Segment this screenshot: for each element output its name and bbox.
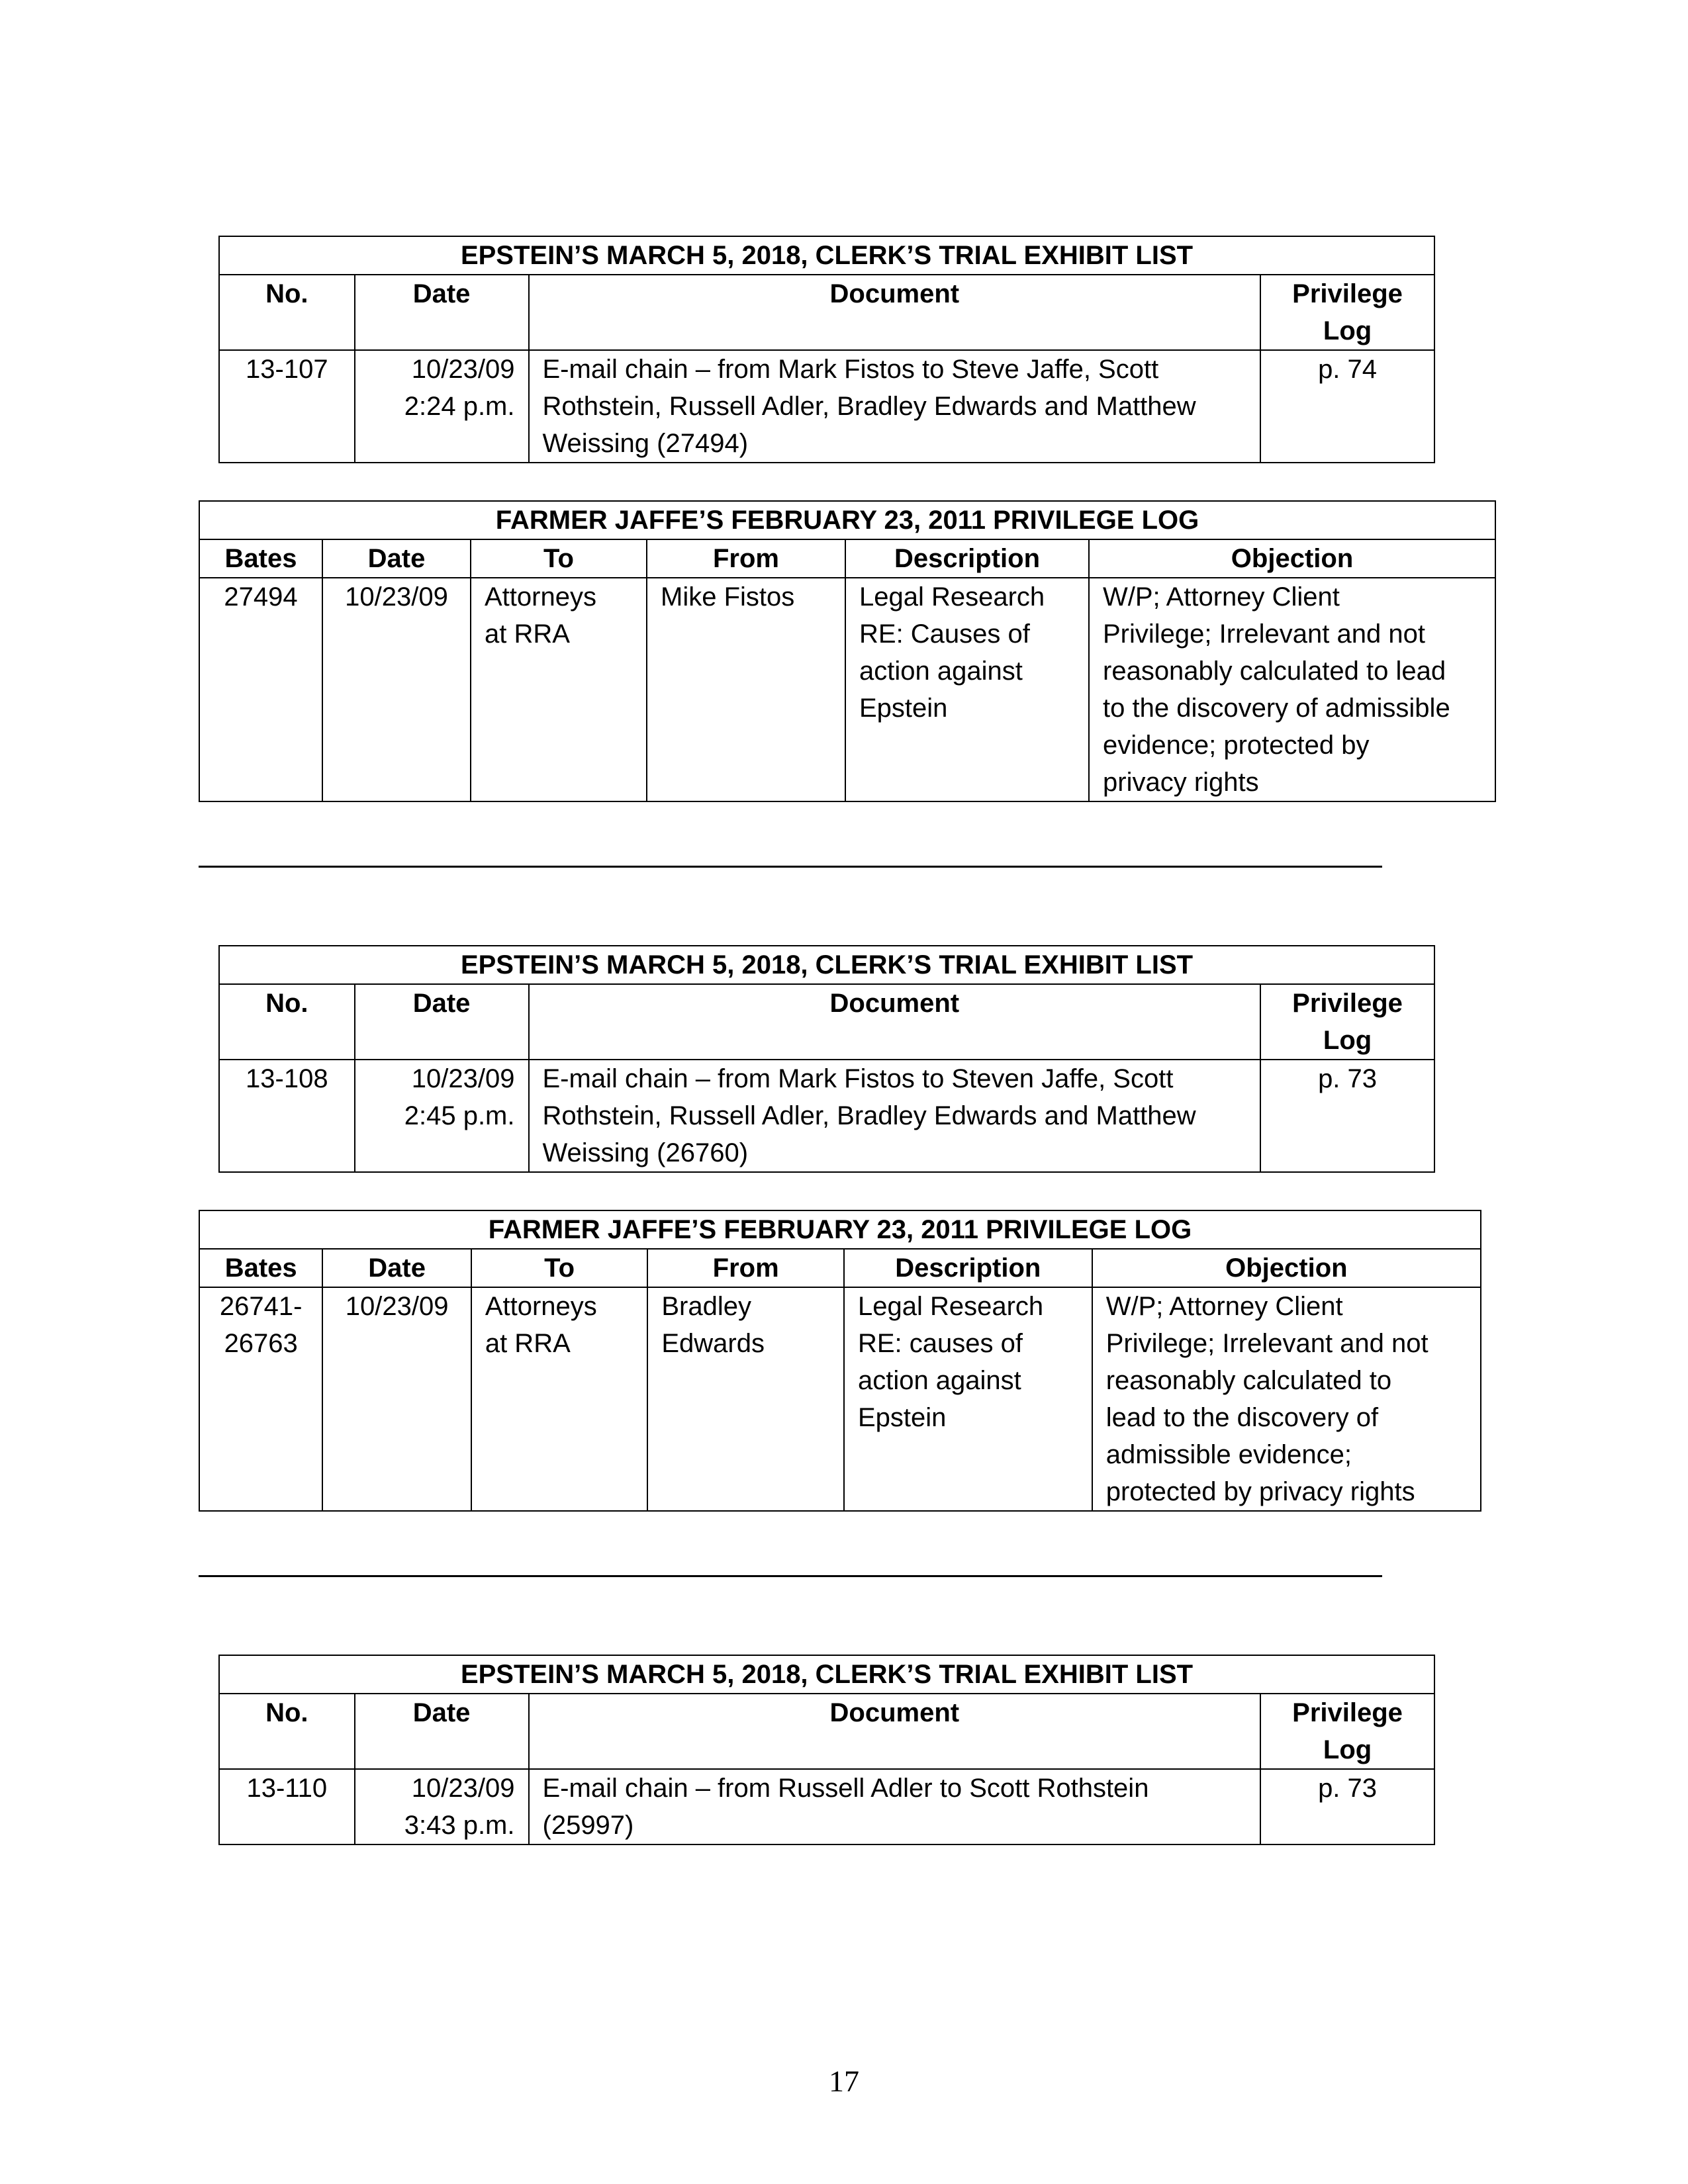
header-no: No. <box>219 1694 355 1769</box>
log-date: 10/23/09 <box>322 578 471 801</box>
header-description: Description <box>845 539 1089 578</box>
table-row <box>219 350 1434 463</box>
exhibit-document: E-mail chain – from Russell Adler to Scott Rothstein (25997) <box>529 1769 1261 1844</box>
section-divider <box>199 866 1382 868</box>
exhibit-table-1 <box>218 236 1435 463</box>
exhibit-date: 10/23/09 2:45 p.m. <box>355 1060 529 1172</box>
header-row <box>219 984 1434 1060</box>
to: Attorneys at RRA <box>471 1287 648 1511</box>
exhibit-title: EPSTEIN’S MARCH 5, 2018, CLERK’S TRIAL EXHIBIT LIST <box>219 236 1434 275</box>
header-bates: Bates <box>199 539 322 578</box>
exhibit-date: 10/23/09 2:24 p.m. <box>355 350 529 463</box>
header-date: Date <box>355 1694 529 1769</box>
exhibit-log: p. 74 <box>1260 350 1434 463</box>
header-objection: Objection <box>1089 539 1495 578</box>
header-document: Document <box>529 984 1261 1060</box>
header-to: To <box>471 539 647 578</box>
header-description: Description <box>844 1249 1092 1287</box>
header-no: No. <box>219 984 355 1060</box>
header-row <box>199 1249 1481 1287</box>
objection: W/P; Attorney Client Privilege; Irrelevant and not reasonably calculated to lead to the discovery of admissible evidence; protected by privacy rights <box>1092 1287 1481 1511</box>
header-row <box>219 275 1434 350</box>
privilege-table-1 <box>199 500 1496 802</box>
header-date: Date <box>355 984 529 1060</box>
header-row <box>219 1694 1434 1769</box>
exhibit-date: 10/23/09 3:43 p.m. <box>355 1769 529 1844</box>
from: Mike Fistos <box>647 578 845 801</box>
to: Attorneys at RRA <box>471 578 647 801</box>
description: Legal Research RE: causes of action against Epstein <box>844 1287 1092 1511</box>
header-date: Date <box>322 1249 471 1287</box>
header-date: Date <box>322 539 471 578</box>
exhibit-document: E-mail chain – from Mark Fistos to Steve Jaffe, Scott Rothstein, Russell Adler, Bradley Edwards and Matthew Weissing (27494) <box>529 350 1261 463</box>
exhibit-table-3 <box>218 1655 1435 1845</box>
privilege-title: FARMER JAFFE’S FEBRUARY 23, 2011 PRIVILEGE LOG <box>199 501 1495 539</box>
exhibit-log: p. 73 <box>1260 1769 1434 1844</box>
privilege-table-2 <box>199 1210 1481 1512</box>
header-from: From <box>647 539 845 578</box>
bates: 26741- 26763 <box>199 1287 322 1511</box>
description: Legal Research RE: Causes of action against Epstein <box>845 578 1089 801</box>
header-bates: Bates <box>199 1249 322 1287</box>
table-row <box>199 578 1495 801</box>
exhibit-title: EPSTEIN’S MARCH 5, 2018, CLERK’S TRIAL EXHIBIT LIST <box>219 946 1434 984</box>
header-to: To <box>471 1249 648 1287</box>
header-date: Date <box>355 275 529 350</box>
from: Bradley Edwards <box>647 1287 844 1511</box>
exhibit-table-2 <box>218 945 1435 1173</box>
exhibit-log: p. 73 <box>1260 1060 1434 1172</box>
header-objection: Objection <box>1092 1249 1481 1287</box>
page-number: 17 <box>829 2064 859 2098</box>
privilege-title: FARMER JAFFE’S FEBRUARY 23, 2011 PRIVILEGE LOG <box>199 1210 1481 1249</box>
exhibit-document: E-mail chain – from Mark Fistos to Steven Jaffe, Scott Rothstein, Russell Adler, Bradley Edwards and Matthew Weissing (26760) <box>529 1060 1261 1172</box>
header-privilege-log: Privilege Log <box>1260 984 1434 1060</box>
table-row <box>199 1287 1481 1511</box>
section-divider <box>199 1575 1382 1577</box>
table-row <box>219 1769 1434 1844</box>
exhibit-no: 13-110 <box>219 1769 355 1844</box>
header-privilege-log: Privilege Log <box>1260 1694 1434 1769</box>
exhibit-no: 13-108 <box>219 1060 355 1172</box>
header-document: Document <box>529 275 1261 350</box>
exhibit-no: 13-107 <box>219 350 355 463</box>
header-no: No. <box>219 275 355 350</box>
header-privilege-log: Privilege Log <box>1260 275 1434 350</box>
header-row <box>199 539 1495 578</box>
header-document: Document <box>529 1694 1261 1769</box>
exhibit-title: EPSTEIN’S MARCH 5, 2018, CLERK’S TRIAL EXHIBIT LIST <box>219 1655 1434 1694</box>
header-from: From <box>647 1249 844 1287</box>
log-date: 10/23/09 <box>322 1287 471 1511</box>
table-row <box>219 1060 1434 1172</box>
objection: W/P; Attorney Client Privilege; Irrelevant and not reasonably calculated to lead to the discovery of admissible evidence; protected by privacy rights <box>1089 578 1495 801</box>
bates: 27494 <box>199 578 322 801</box>
